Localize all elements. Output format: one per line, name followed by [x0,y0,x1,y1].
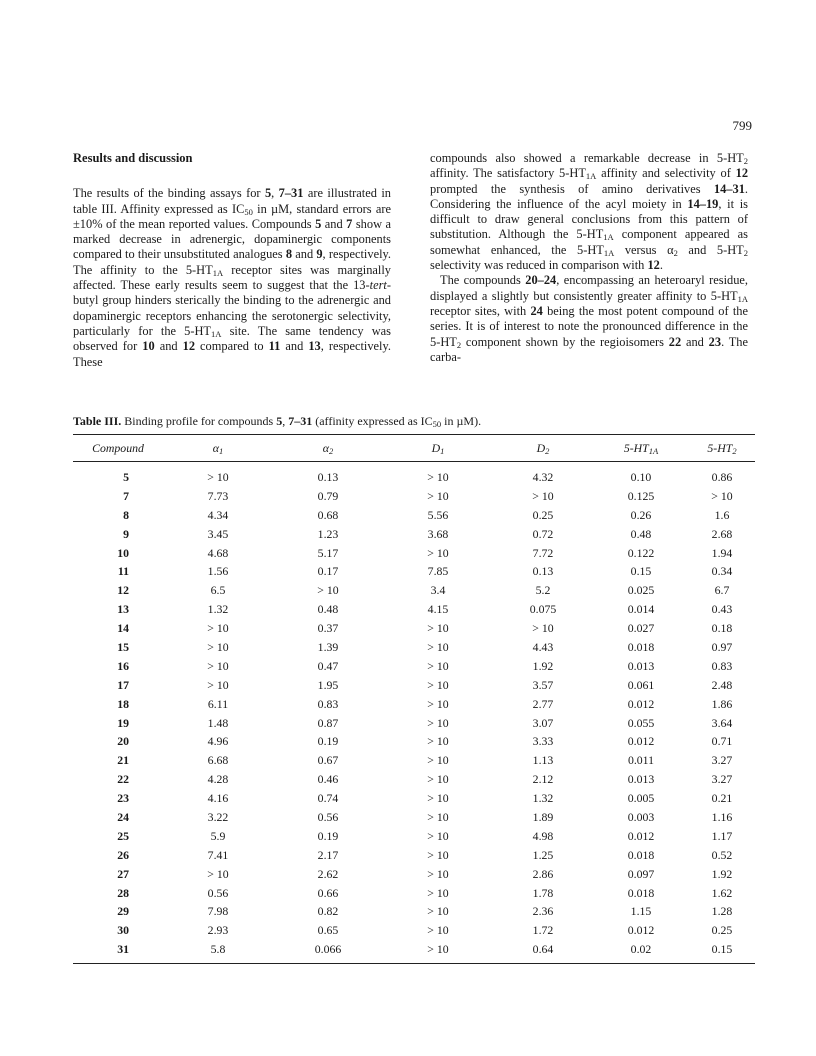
cell-5ht2: 3.64 [711,715,733,730]
cell-compound: 8 [123,507,129,522]
cell-d1: 5.56 [427,507,449,522]
cell-5ht2: 0.43 [711,602,733,617]
cell-5ht2: 2.48 [711,677,733,692]
cell-5ht2: 0.21 [711,791,733,806]
cell-5ht1a: 0.055 [627,715,655,730]
cell-5ht2: > 10 [711,488,733,503]
right-paragraph-2: The compounds 20–24, encompassing an heteroaryl residue, displayed a slightly but consistently greater affinity to $5-HT_{1A}$ receptor sites, with 24 being the most potent compound of the series. It is of interest to note the pronounced difference in the $5-HT_2$ component shown by the regioisomers 22 and 23. The carba- [430,273,749,364]
table-row [73,506,755,525]
table-row [73,751,755,770]
cell-compound: 14 [117,621,129,636]
cell-5ht1a: 0.125 [627,488,655,503]
cell-compound: 10 [117,545,129,560]
cell-d2: 4.32 [532,469,554,484]
cell-compound: 16 [117,658,129,673]
cell-d1: > 10 [427,734,449,749]
cell-d2: 1.92 [532,658,554,673]
cell-5ht1a: 0.15 [630,564,652,579]
cell-5ht2: 0.25 [711,923,733,938]
cell-compound: 29 [117,904,129,919]
cell-alpha2: 0.13 [317,469,339,484]
table-row [73,827,755,846]
cell-d2: 0.72 [532,526,554,541]
cell-d1: > 10 [427,715,449,730]
cell-d2: 1.25 [532,847,554,862]
cell-d1: > 10 [427,753,449,768]
cell-compound: 13 [117,602,129,617]
cell-compound: 31 [73,940,163,963]
cell-5ht1a: 0.02 [593,940,689,963]
header-alpha2: $\alpha_2$ [273,435,383,462]
cell-5ht2: 3.27 [711,772,733,787]
cell-alpha2: 0.87 [317,715,339,730]
cell-compound: 15 [117,639,129,654]
cell-compound: 21 [117,753,129,768]
cell-5ht2: 6.7 [714,583,730,598]
cell-5ht1a: 0.027 [627,621,655,636]
cell-5ht1a: 0.018 [627,847,655,862]
cell-alpha1: 6.11 [207,696,229,711]
cell-d2: 3.33 [532,734,554,749]
cell-alpha2: 0.48 [317,602,339,617]
table-row [73,902,755,921]
cell-d2: 2.36 [532,904,554,919]
cell-alpha2: 0.066 [273,940,383,963]
cell-alpha1: > 10 [207,658,229,673]
cell-5ht2: 0.71 [711,734,733,749]
cell-alpha2: 5.17 [317,545,339,560]
cell-d2: 1.32 [532,791,554,806]
cell-compound: 22 [117,772,129,787]
cell-5ht1a: 0.013 [627,772,655,787]
cell-alpha2: 0.82 [317,904,339,919]
cell-compound: 12 [117,583,129,598]
cell-alpha1: 1.32 [207,602,229,617]
cell-d2: 0.13 [532,564,554,579]
header-5ht1a: $5-HT_{1A}$ [593,435,689,462]
table-caption-label: Table III. [73,414,122,428]
left-paragraph-1: The results of the binding assays for 5, 7–31 are illustrated in table III. Affinity expressed as $IC_{50}$ in µM, standard errors are ±10% of the mean reported values. Compounds 5 and 7 show a marked decrease in adrenergic, dopaminergic components compared to their unsubstituted analogues 8 and 9, respectively. The affinity to the $5-HT_{1A}$ receptor sites was marginally affected. These early results seem to suggest that the 13-tert-butyl group hinders sterically the binding to the adrenergic and dopaminergic receptors enhancing the serotonergic selectivity, particularly for the $5-HT_{1A}$ site. The same tendency was observed for 10 and 12 compared to 11 and 13, respectively. These [73,186,391,369]
cell-compound: 30 [117,923,129,938]
table-row [73,846,755,865]
cell-alpha1: 3.45 [207,526,229,541]
cell-compound: 20 [117,734,129,749]
table-caption [73,414,763,429]
cell-alpha1: 5.8 [163,940,273,963]
cell-d2: 1.72 [532,923,554,938]
cell-d1: > 10 [427,696,449,711]
cell-alpha2: 2.62 [317,866,339,881]
table-row [73,600,755,619]
cell-alpha2: 0.67 [317,753,339,768]
cell-alpha2: 0.19 [317,828,339,843]
cell-5ht2: 1.86 [711,696,733,711]
cell-compound: 28 [117,885,129,900]
cell-d1: > 10 [427,545,449,560]
table-row [73,884,755,903]
cell-compound: 27 [117,866,129,881]
binding-profile-table [73,434,755,964]
cell-d2: 3.07 [532,715,554,730]
cell-d1: 3.68 [427,526,449,541]
cell-d1: 4.15 [427,602,449,617]
cell-compound: 9 [123,526,129,541]
cell-d2: 4.98 [532,828,554,843]
cell-5ht2: 1.62 [711,885,733,900]
table-row [73,808,755,827]
cell-alpha2: 0.66 [317,885,339,900]
cell-alpha2: 0.83 [317,696,339,711]
cell-d2: 5.2 [535,583,551,598]
table-row [73,940,755,963]
cell-compound: 11 [117,564,129,579]
section-heading: Results and discussion [73,151,193,165]
cell-5ht2: 1.16 [711,809,733,824]
cell-d2: 0.075 [529,602,557,617]
table-row [73,657,755,676]
table-row [73,865,755,884]
cell-alpha2: 2.17 [317,847,339,862]
cell-compound: 7 [123,488,129,503]
table-row [73,789,755,808]
table-header-row [73,435,755,462]
cell-d1: > 10 [427,791,449,806]
cell-d1: 3.4 [430,583,446,598]
table-row [73,581,755,600]
cell-5ht1a: 0.012 [627,734,655,749]
cell-5ht1a: 0.011 [627,753,655,768]
cell-alpha1: 6.5 [210,583,226,598]
cell-5ht2: 0.34 [711,564,733,579]
cell-alpha1: > 10 [207,639,229,654]
cell-d1: > 10 [427,809,449,824]
cell-5ht1a: 0.061 [627,677,655,692]
cell-alpha2: 0.56 [317,809,339,824]
table-row [73,619,755,638]
cell-alpha1: 4.34 [207,507,229,522]
cell-5ht2: 0.83 [711,658,733,673]
cell-alpha1: 3.22 [207,809,229,824]
cell-alpha1: 7.98 [207,904,229,919]
cell-d2: 1.13 [532,753,554,768]
cell-5ht2: 1.17 [711,828,733,843]
cell-5ht2: 1.94 [711,545,733,560]
header-d2: $D_2$ [493,435,593,462]
table-caption-text: Binding profile for compounds 5, 7–31 (affinity expressed as $IC_{50}$ in µM). [124,414,482,429]
cell-5ht1a: 0.012 [627,828,655,843]
cell-alpha2: 1.95 [317,677,339,692]
table-row [73,462,755,487]
cell-5ht1a: 0.012 [627,696,655,711]
table-row [73,638,755,657]
cell-alpha1: > 10 [207,677,229,692]
table-row [73,562,755,581]
table-row [73,676,755,695]
cell-alpha2: 0.37 [317,621,339,636]
cell-alpha1: 5.9 [210,828,226,843]
cell-compound: 17 [117,677,129,692]
cell-d2: 1.78 [532,885,554,900]
cell-d2: 0.64 [493,940,593,963]
cell-d1: > 10 [427,621,449,636]
right-paragraph-1: compounds also showed a remarkable decrease in $5-HT_2$ affinity. The satisfactory $5-HT_{1A}$ affinity and selectivity of 12 prompted the synthesis of amino derivatives 14–31. Considering the influence of the acyl moiety in 14–19, it is difficult to draw general conclusions from this pattern of substitution. Although the $5-HT_{1A}$ component appeared as somewhat enhanced, the $5-HT_{1A}$ versus $\alpha_2$ and $5-HT_2$ selectivity was reduced in comparison with 12. [430,151,749,273]
cell-5ht1a: 0.025 [627,583,655,598]
cell-alpha1: > 10 [207,469,229,484]
cell-d1: > 10 [427,469,449,484]
cell-5ht1a: 0.018 [627,885,655,900]
cell-alpha1: 1.56 [207,564,229,579]
cell-5ht1a: 0.005 [627,791,655,806]
cell-5ht2: 2.68 [711,526,733,541]
cell-d2: 0.25 [532,507,554,522]
cell-d2: 7.72 [532,545,554,560]
cell-alpha1: 6.68 [207,753,229,768]
cell-compound: 24 [117,809,129,824]
table-row [73,487,755,506]
cell-5ht2: 1.92 [711,866,733,881]
cell-alpha2: 0.74 [317,791,339,806]
header-d1: $D_1$ [383,435,493,462]
cell-d1: > 10 [427,639,449,654]
cell-alpha1: 4.16 [207,791,229,806]
table-body [73,462,755,964]
cell-alpha1: 4.28 [207,772,229,787]
table-row [73,770,755,789]
cell-5ht2: 3.27 [711,753,733,768]
cell-compound: 5 [123,469,129,484]
cell-alpha2: > 10 [317,583,339,598]
cell-compound: 19 [117,715,129,730]
cell-d1: > 10 [427,885,449,900]
cell-alpha1: 1.48 [207,715,229,730]
cell-d2: 2.12 [532,772,554,787]
left-column [73,151,391,370]
cell-d1: 7.85 [427,564,449,579]
cell-alpha1: 7.41 [207,847,229,862]
header-5ht2: $5-HT_2$ [689,435,755,462]
cell-d1: > 10 [427,828,449,843]
cell-alpha2: 0.79 [317,488,339,503]
cell-5ht1a: 0.10 [630,469,652,484]
cell-d1: > 10 [383,940,493,963]
cell-compound: 25 [117,828,129,843]
cell-d1: > 10 [427,847,449,862]
cell-5ht2: 0.15 [689,940,755,963]
cell-5ht2: 0.52 [711,847,733,862]
cell-5ht1a: 0.26 [630,507,652,522]
cell-d1: > 10 [427,677,449,692]
cell-alpha1: 7.73 [207,488,229,503]
cell-5ht2: 0.18 [711,621,733,636]
cell-d2: 4.43 [532,639,554,654]
cell-5ht1a: 0.012 [627,923,655,938]
cell-d2: 2.77 [532,696,554,711]
right-column [430,151,748,365]
cell-5ht2: 1.6 [714,507,730,522]
cell-5ht1a: 0.013 [627,658,655,673]
cell-alpha1: > 10 [207,866,229,881]
cell-5ht1a: 0.003 [627,809,655,824]
cell-d2: > 10 [532,621,554,636]
cell-alpha1: 2.93 [207,923,229,938]
cell-d2: > 10 [532,488,554,503]
cell-alpha2: 0.46 [317,772,339,787]
cell-alpha1: 4.68 [207,545,229,560]
cell-5ht1a: 0.018 [627,639,655,654]
cell-d1: > 10 [427,904,449,919]
table-row [73,732,755,751]
cell-compound: 26 [117,847,129,862]
cell-alpha1: > 10 [207,621,229,636]
cell-compound: 18 [117,696,129,711]
cell-d2: 3.57 [532,677,554,692]
cell-5ht1a: 0.097 [627,866,655,881]
cell-d1: > 10 [427,923,449,938]
cell-alpha2: 0.68 [317,507,339,522]
header-alpha1: $\alpha_1$ [163,435,273,462]
cell-d2: 2.86 [532,866,554,881]
cell-5ht2: 0.97 [711,639,733,654]
header-compound: Compound [73,435,163,462]
cell-compound: 23 [117,791,129,806]
table-row [73,544,755,563]
cell-d1: > 10 [427,866,449,881]
cell-alpha2: 1.39 [317,639,339,654]
cell-5ht2: 0.86 [711,469,733,484]
cell-5ht1a: 0.014 [627,602,655,617]
cell-5ht1a: 1.15 [630,904,652,919]
cell-alpha1: 0.56 [207,885,229,900]
table-row [73,695,755,714]
cell-d1: > 10 [427,488,449,503]
cell-alpha2: 0.65 [317,923,339,938]
cell-5ht2: 1.28 [711,904,733,919]
cell-5ht1a: 0.122 [627,545,655,560]
table-row [73,525,755,544]
cell-5ht1a: 0.48 [630,526,652,541]
cell-alpha2: 0.17 [317,564,339,579]
cell-d1: > 10 [427,658,449,673]
page-number: 799 [732,118,752,133]
cell-alpha2: 1.23 [317,526,339,541]
cell-alpha1: 4.96 [207,734,229,749]
cell-d1: > 10 [427,772,449,787]
table-row [73,921,755,940]
cell-alpha2: 0.19 [317,734,339,749]
cell-alpha2: 0.47 [317,658,339,673]
table-row [73,714,755,733]
cell-d2: 1.89 [532,809,554,824]
